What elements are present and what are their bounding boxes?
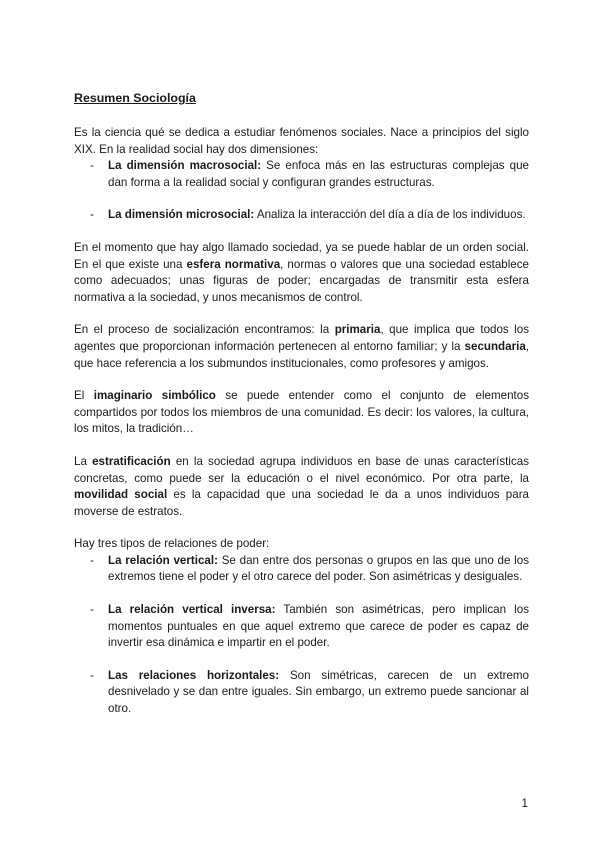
keyword-primaria: primaria [334,323,381,337]
bullet-dash: - [90,159,94,173]
list-item [74,207,529,224]
bullet-dash: - [90,668,94,682]
symbolic-imaginary-paragraph: El imaginario simbólico se puede entender como el conjunto de elementos compartidos por todos los miembros de una comunidad. Es decir: los valores, la cultura, los mitos, la tradición… [74,389,529,436]
definition: Son simétricas, carecen de un extremo desnivelado y se dan entre iguales. Sin embargo, un extremo puede sancionar al otro. [108,668,529,716]
keyword-movilidad-social: movilidad social [74,488,168,502]
definition: También son asimétricas, pero implican los momentos puntuales en que aquel extremo que carece de poder es capaz de invertir esa dinámica e impartir en el poder. [108,603,530,650]
keyword-secundaria: secundaria [464,339,526,353]
definition: Se dan entre dos personas o grupos en las que uno de los extremos tiene el poder y el otro carece del poder. Son asimétricas y desiguales. [108,553,529,584]
bullet-dash: - [90,208,94,222]
term: La relación vertical inversa: [108,603,276,617]
intro-paragraph: Es la ciencia qué se dedica a estudiar fenómenos sociales. Nace a principios del siglo XIX. En la realidad social hay dos dimensiones: [74,126,529,156]
definition: Analiza la interacción del día a día de los individuos. [254,208,526,222]
dimensions-list [74,158,529,224]
socialization-paragraph: En el proceso de socialización encontramos: la primaria, que implica que todos los agentes que proporcionan información pertenecen al entorno familiar; y la secundaria, que hace referencia a los submundos institucionales, como profesores y amigos. [74,323,530,370]
bullet-dash: - [90,553,94,567]
power-relations-intro: Hay tres tipos de relaciones de poder: [74,537,270,551]
document-page [74,90,529,734]
page-number: 1 [521,797,528,810]
term: La dimensión macrosocial: [108,159,262,173]
list-item [74,668,529,718]
list-item [74,602,529,652]
bullet-dash: - [90,603,94,617]
list-item [74,553,529,586]
social-order-paragraph: En el momento que hay algo llamado sociedad, ya se puede hablar de un orden social. En el que existe una esfera normativa, normas o valores que una sociedad establece como adecuados; unas figuras de poder; encargadas de transmitir esta esfera normativa a la sociedad, y unos mecanismos de control. [74,240,529,304]
definition: Se enfoca más en las estructuras complejas que dan forma a la realidad social y configuran grandes estructuras. [108,159,529,189]
term: Las relaciones horizontales: [108,668,280,682]
list-item [74,158,529,191]
keyword-imaginario-simbolico: imaginario simbólico [93,389,216,403]
keyword-esfera-normativa: esfera normativa [186,257,281,271]
stratification-paragraph: La estratificación en la sociedad agrupa individuos en base de unas características concretas, como puede ser la educación o el nivel económico. Por otra parte, la movilidad social es la capacidad que una sociedad le da a unos individuos para moverse de estratos. [74,454,530,518]
term: La relación vertical: [108,553,218,567]
keyword-estratificacion: estratificación [92,454,171,468]
power-relations-list [74,553,529,718]
page-title: Resumen Sociología [74,91,196,105]
term: La dimensión microsocial: [108,208,255,222]
